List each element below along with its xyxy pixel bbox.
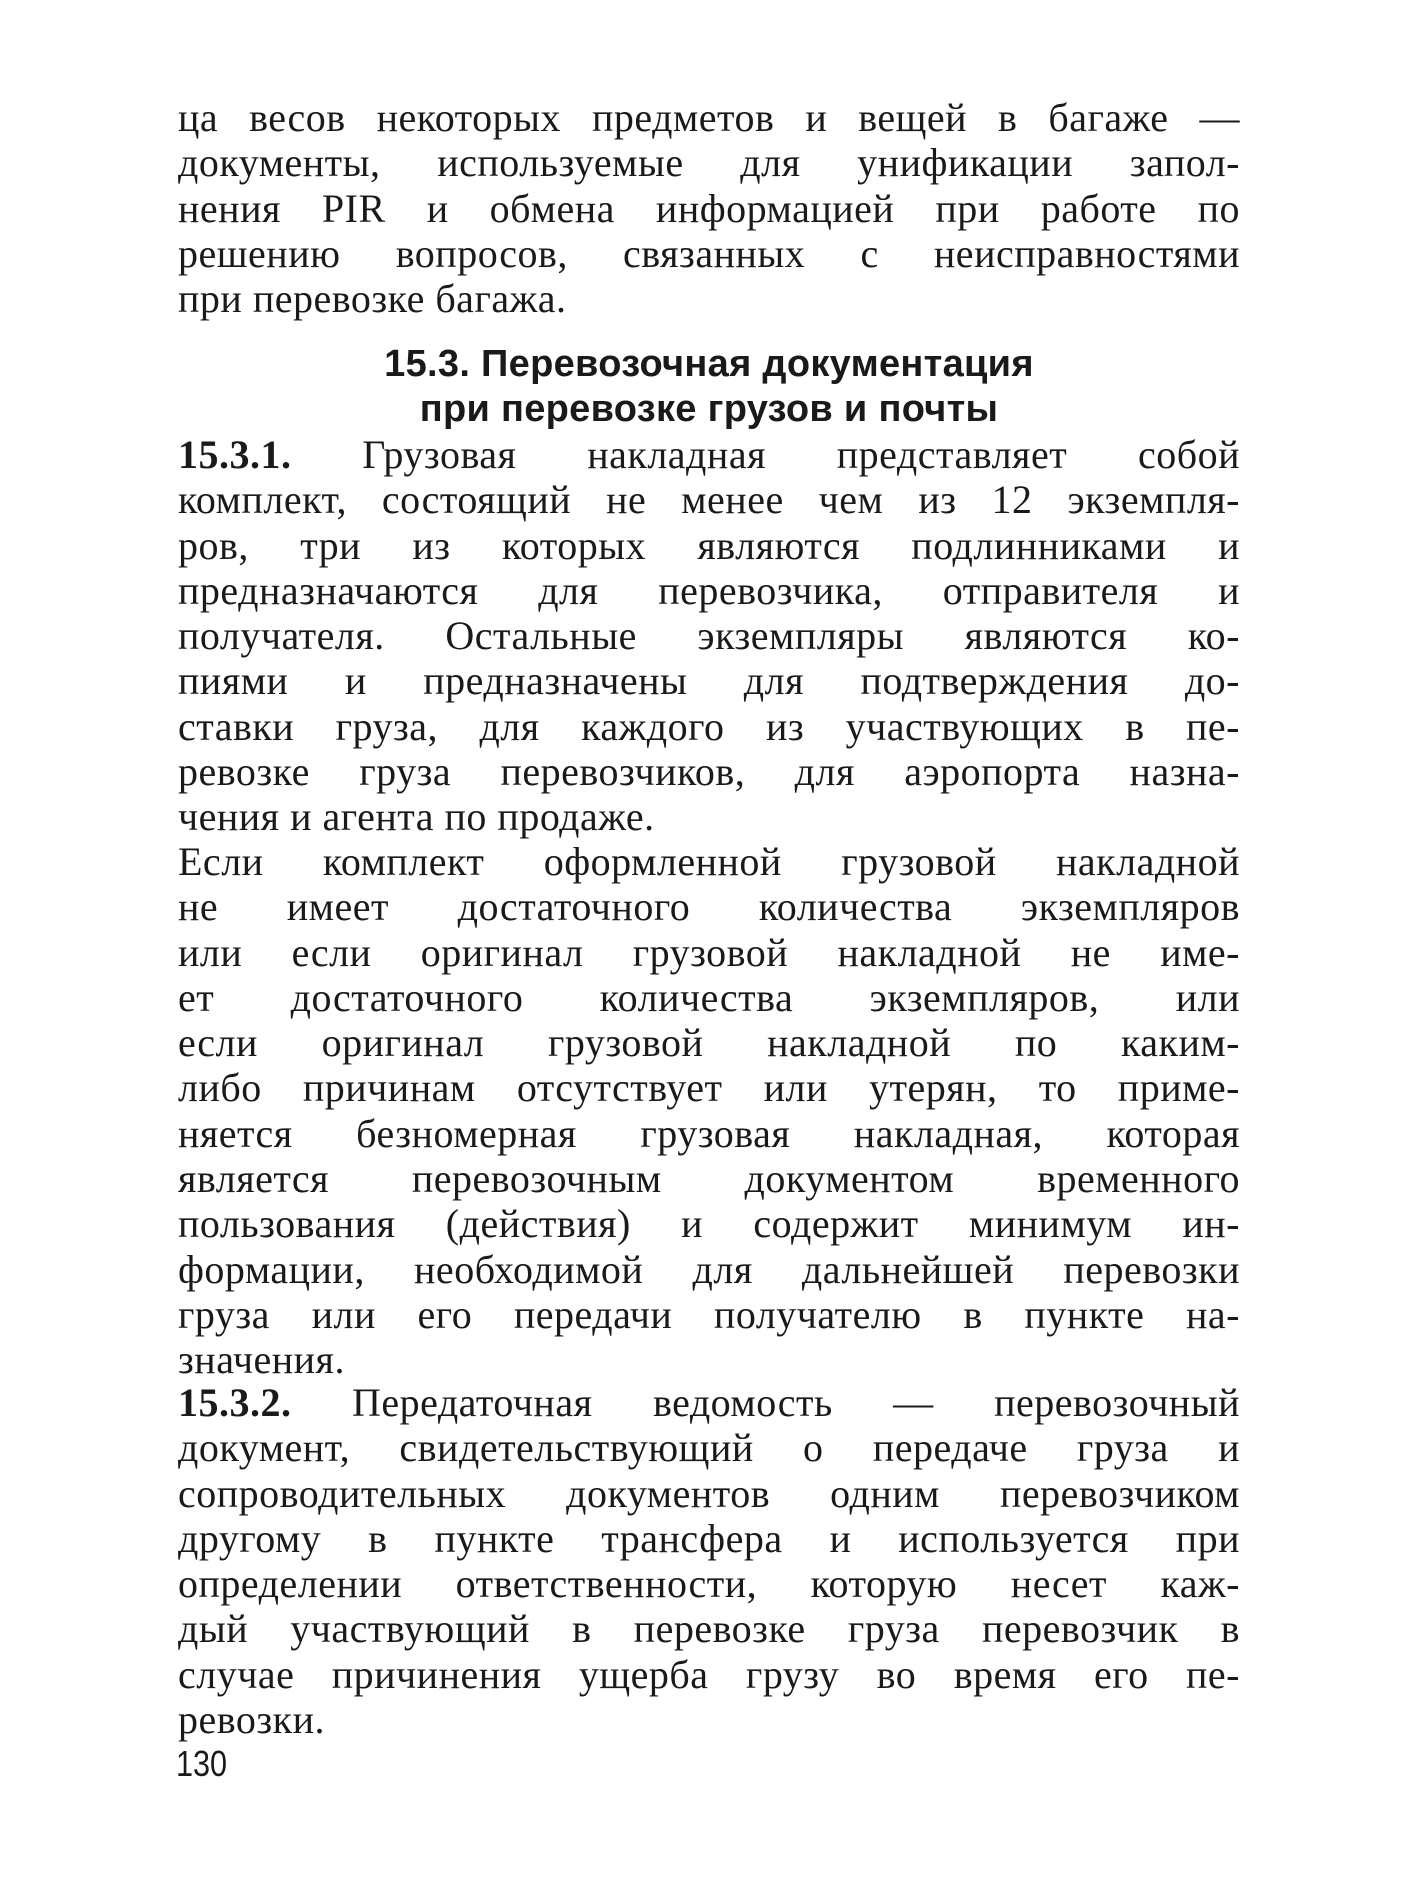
text-line: случае причинения ущерба грузу во время его пе- bbox=[178, 1651, 1240, 1697]
text-line: решению вопросов, связанных с неисправностями bbox=[178, 230, 1240, 276]
text-line: нения PIR и обмена информацией при работе по bbox=[178, 185, 1240, 231]
section-heading-line-1: 15.3. Перевозочная документация bbox=[384, 343, 1034, 385]
text-line: пользования (действия) и содержит минимум ин- bbox=[178, 1201, 1240, 1247]
text-line: формации, необходимой для дальнейшей перевозки bbox=[178, 1246, 1240, 1292]
text-line-first bbox=[178, 1380, 1240, 1425]
text-line: груза или его передачи получателю в пункте на- bbox=[178, 1291, 1240, 1337]
text-line: ца весов некоторых предметов и вещей в багаже — bbox=[178, 95, 1240, 140]
text-line: значения. bbox=[178, 1337, 345, 1383]
text-line: Если комплект оформленной грузовой накладной bbox=[178, 839, 1240, 884]
paragraph-esli bbox=[178, 839, 1240, 1383]
text-line: дый участвующий в перевозке груза перевозчик в bbox=[178, 1606, 1240, 1652]
text-line: либо причинам отсутствует или утерян, то приме- bbox=[178, 1065, 1240, 1111]
text-line: ревозки. bbox=[178, 1697, 326, 1743]
text-line: получателя. Остальные экземпляры являются ко- bbox=[178, 613, 1240, 659]
text-line: при перевозке багажа. bbox=[178, 276, 567, 322]
paragraph-15-3-2 bbox=[178, 1380, 1240, 1742]
text-line: ет достаточного количества экземпляров, или bbox=[178, 974, 1240, 1020]
text-line: документы, используемые для унификации запол- bbox=[178, 140, 1240, 186]
text-line: няется безномерная грузовая накладная, которая bbox=[178, 1110, 1240, 1156]
paragraph-15-3-1 bbox=[178, 432, 1240, 840]
text-line: комплект, состоящий не менее чем из 12 экземпля- bbox=[178, 477, 1240, 523]
section-heading-line-2: при перевозке грузов и почты bbox=[419, 388, 999, 430]
text-line: документ, свидетельствующий о передаче груза и bbox=[178, 1425, 1240, 1471]
clause-number: 15.3.2. bbox=[178, 1380, 292, 1425]
text-line: если оригинал грузовой накладной по каким- bbox=[178, 1020, 1240, 1066]
section-heading bbox=[0, 342, 1418, 432]
text-line: ревозке груза перевозчиков, для аэропорта назна- bbox=[178, 749, 1240, 795]
text-line: не имеет достаточного количества экземпляров bbox=[178, 884, 1240, 930]
text-line: или если оригинал грузовой накладной не име- bbox=[178, 929, 1240, 975]
text-line: предназначаются для перевозчика, отправителя и bbox=[178, 567, 1240, 613]
text-line: ставки груза, для каждого из участвующих в пе- bbox=[178, 703, 1240, 749]
text-line: ров, три из которых являются подлинниками и bbox=[178, 522, 1240, 568]
text-line: пиями и предназначены для подтверждения до- bbox=[178, 658, 1240, 704]
clause-number: 15.3.1. bbox=[178, 432, 292, 477]
text-line: является перевозочным документом временного bbox=[178, 1156, 1240, 1202]
text-line: другому в пункте трансфера и используется при bbox=[178, 1515, 1240, 1561]
clause-text: Передаточная ведомость — перевозочный bbox=[291, 1380, 1240, 1425]
text-line-first bbox=[178, 432, 1240, 477]
text-line: сопроводительных документов одним перевозчиком bbox=[178, 1470, 1240, 1516]
text-line: определении ответственности, которую несет каж- bbox=[178, 1561, 1240, 1607]
text-line: чения и агента по продаже. bbox=[178, 794, 655, 840]
clause-text: Грузовая накладная представляет собой bbox=[291, 432, 1240, 477]
page-number: 130 bbox=[176, 1743, 228, 1784]
paragraph-intro bbox=[178, 95, 1240, 321]
